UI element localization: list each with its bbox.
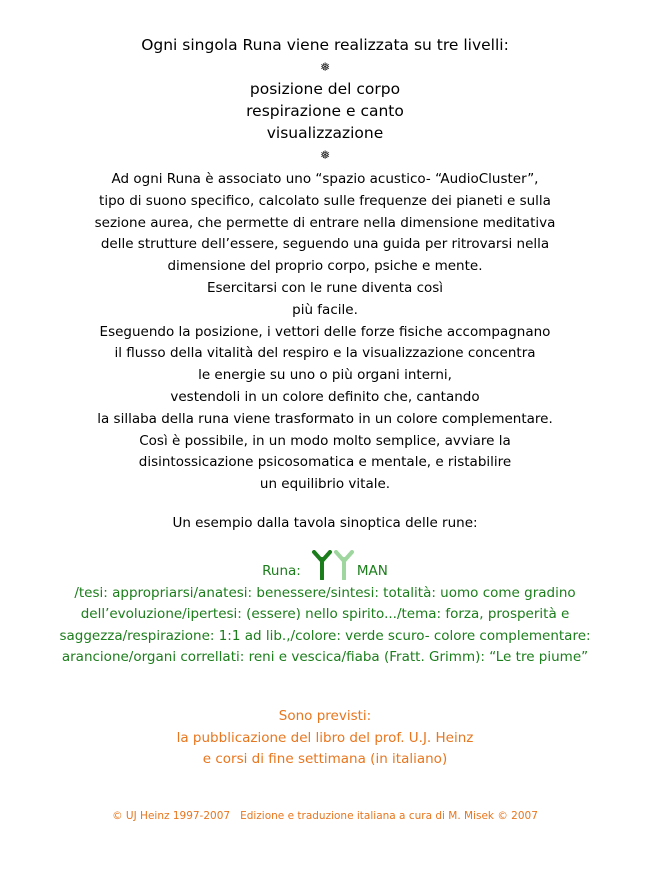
rune-title-row	[0, 550, 650, 580]
rune-detail-line: arancione/organi correllati: reni e vescica/fiaba (Fratt. Grimm): “Le tre piume”	[61, 649, 589, 666]
rune-detail-line: saggezza/respirazione: 1:1 ad lib.,/colore: verde scuro- colore complementare:	[59, 627, 591, 644]
announcement-heading: Sono previsti:	[278, 708, 372, 724]
level-visualization: visualizzazione	[266, 124, 384, 142]
rune-example-section	[0, 550, 650, 669]
body-line: la sillaba della runa viene trasformato in un colore complementare.	[97, 410, 553, 427]
level-breathing-singing: respirazione e canto	[246, 102, 404, 120]
intro-title: Ogni singola Runa viene realizzata su tre livelli:	[141, 36, 509, 54]
body-line: delle strutture dell’essere, seguendo una guida per ritrovarsi nella	[100, 236, 550, 253]
rune-detail-line: dell’evoluzione/ipertesi: (essere) nello spirito.../tema: forza, prosperità e	[80, 606, 570, 623]
body-line: Così è possibile, in un modo molto semplice, avviare la	[139, 432, 511, 449]
level-body-position: posizione del corpo	[249, 80, 401, 98]
body-line: dimensione del proprio corpo, psiche e mente.	[167, 258, 483, 275]
rune-detail-line: /tesi: appropriarsi/anatesi: benessere/sintesi: totalità: uomo come gradino	[74, 585, 576, 601]
copyright-footer	[0, 808, 650, 824]
body-line: Esercitarsi con le rune diventa così	[206, 279, 444, 296]
algiz-rune-icon	[311, 550, 355, 580]
body-line: disintossicazione psicosomatica e mentale, e ristabilire	[138, 454, 512, 471]
snowflake-ornament-icon: ❅	[319, 148, 331, 162]
description-paragraph	[60, 169, 590, 496]
algiz-rune-dark-icon	[314, 552, 330, 579]
body-line: sezione aurea, che permette di entrare nella dimensione meditativa	[94, 214, 556, 231]
rune-name: MAN	[356, 563, 388, 579]
announcement-line: e corsi di fine settimana (in italiano)	[202, 751, 448, 767]
body-line: Ad ogni Runa è associato uno “spazio acustico- “AudioCluster”,	[111, 171, 539, 187]
body-line: un equilibrio vitale.	[259, 476, 391, 493]
snowflake-ornament-icon: ❅	[319, 60, 331, 74]
body-line: le energie su uno o più organi interni,	[198, 367, 452, 384]
example-heading-text: Un esempio dalla tavola sinoptica delle rune:	[172, 515, 478, 531]
copyright-text: © UJ Heinz 1997-2007 Edizione e traduzione italiana a cura di M. Misek © 2007	[112, 810, 538, 822]
body-line: più facile.	[292, 301, 358, 318]
body-line: vestendoli in un colore definito che, cantando	[170, 388, 480, 405]
rune-label: Runa:	[262, 563, 301, 579]
announcement-section	[0, 706, 650, 771]
example-heading	[0, 513, 650, 534]
announcement-line: la pubblicazione del libro del prof. U.J. Heinz	[176, 729, 474, 746]
intro-section	[0, 34, 650, 166]
body-line: il flusso della vitalità del respiro e la visualizzazione concentra	[114, 345, 536, 362]
algiz-rune-light-icon	[336, 552, 352, 579]
body-line: Eseguendo la posizione, i vettori delle forze fisiche accompagnano	[99, 323, 551, 340]
body-line: tipo di suono specifico, calcolato sulle frequenze dei pianeti e sulla	[99, 192, 551, 209]
